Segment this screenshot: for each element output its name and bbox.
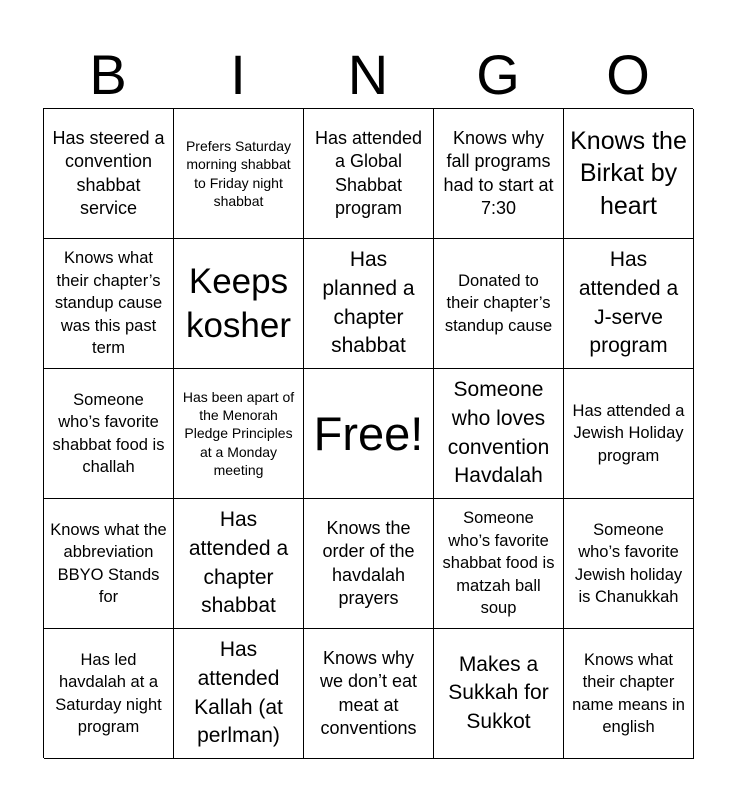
cell-text: Knows the order of the havdalah prayers [322,517,415,608]
bingo-cell[interactable] [44,499,174,629]
cell-text: Has attended Kallah (at perlman) [194,638,283,748]
free-space-text: Free! [313,407,424,460]
cell-text: Knows what their chapter’s standup cause was this past term [54,249,163,358]
bingo-cell[interactable] [44,629,174,759]
cell-text: Has steered a convention shabbat service [52,127,165,218]
bingo-cell[interactable] [564,499,694,629]
cell-text: Knows what their chapter name means in english [572,650,685,736]
cell-text: Donated to their chapter’s standup cause [444,271,553,335]
bingo-cell[interactable] [564,239,694,369]
header-letter-b: B [89,43,127,106]
cell-text: Has led havdalah at a Saturday night program [55,650,162,736]
bingo-cell[interactable] [434,629,564,759]
cell-text: Someone who’s favorite Jewish holiday is Chanukkah [574,520,683,606]
header-letter-n: N [347,43,389,106]
bingo-cell[interactable] [434,239,564,369]
bingo-cell[interactable] [564,109,694,239]
bingo-cell[interactable] [564,369,694,499]
cell-text: Knows the Birkat by heart [570,126,687,220]
cell-text: Has attended a Jewish Holiday program [572,401,685,465]
bingo-grid [43,108,693,758]
cell-text: Knows why we don’t eat meat at conventions [319,647,418,738]
bingo-cell[interactable] [44,109,174,239]
cell-text: Knows why fall programs had to start at 7:30 [443,127,554,218]
cell-text: Has attended a chapter shabbat [188,508,289,618]
cell-text: Prefers Saturday morning shabbat to Friday night shabbat [185,138,292,209]
cell-text: Has been apart of the Menorah Pledge Principles at a Monday meeting [182,389,295,478]
bingo-cell[interactable] [434,499,564,629]
bingo-cell[interactable] [304,239,434,369]
bingo-cell[interactable] [174,629,304,759]
cell-text: Someone who loves convention Havdalah [447,378,550,488]
bingo-cell[interactable] [174,369,304,499]
bingo-cell[interactable] [304,629,434,759]
bingo-cell[interactable] [44,369,174,499]
header-letter-g: G [476,43,520,106]
bingo-cell[interactable] [434,369,564,499]
cell-text: Has attended a J-serve program [578,248,679,358]
cell-text: Knows what the abbreviation BBYO Stands for [50,520,167,606]
cell-text: Makes a Sukkah for Sukkot [448,652,549,733]
cell-text: Has attended a Global Shabbat program [314,127,423,218]
bingo-cell[interactable] [304,499,434,629]
cell-text: Someone who’s favorite shabbat food is challah [52,390,165,476]
header-letter-o: O [606,43,650,106]
header-letter-i: I [230,43,246,106]
bingo-cell[interactable] [174,109,304,239]
bingo-cell[interactable] [174,239,304,369]
bingo-cell[interactable] [434,109,564,239]
cell-text: Keeps kosher [185,261,292,345]
bingo-cell[interactable] [564,629,694,759]
bingo-cell[interactable] [304,109,434,239]
bingo-header [43,42,693,108]
free-space[interactable] [304,369,434,499]
cell-text: Has planned a chapter shabbat [322,248,415,358]
bingo-cell[interactable] [44,239,174,369]
cell-text: Someone who’s favorite shabbat food is matzah ball soup [442,509,555,618]
bingo-cell[interactable] [174,499,304,629]
